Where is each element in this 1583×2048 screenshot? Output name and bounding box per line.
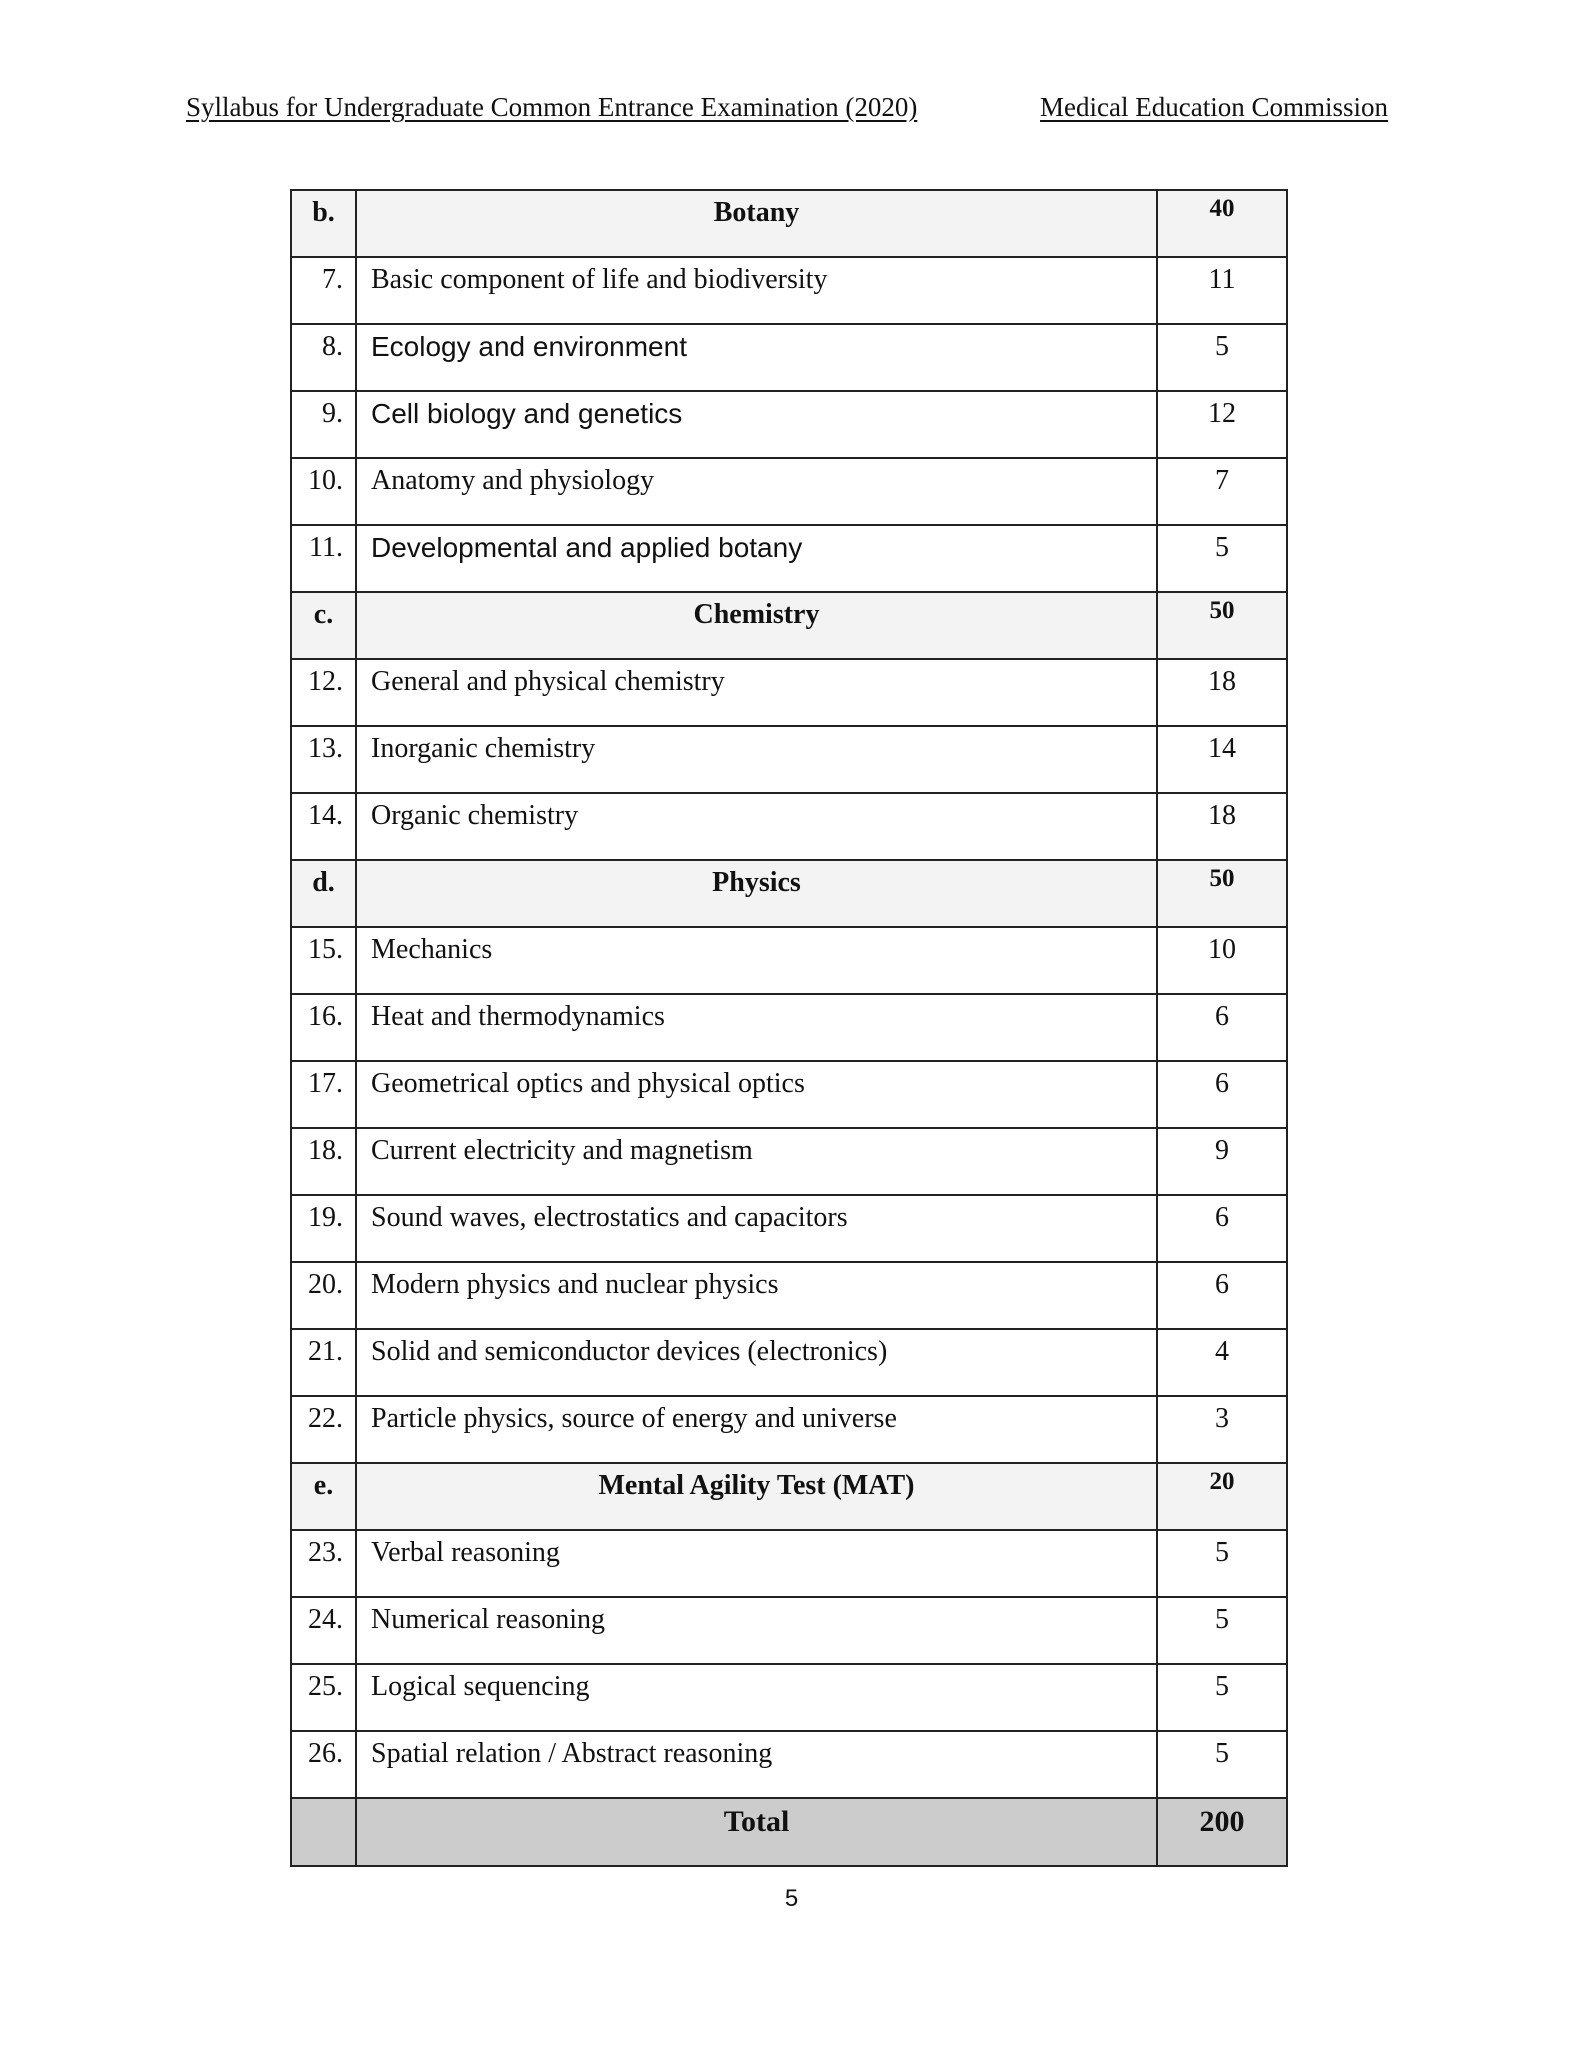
table-row — [291, 659, 1287, 726]
table-row — [291, 1597, 1287, 1664]
section-marks: 50 — [1157, 592, 1287, 659]
row-number: 26. — [291, 1731, 356, 1798]
row-topic: Verbal reasoning — [356, 1530, 1157, 1597]
page-header — [186, 92, 1388, 123]
total-empty-cell — [291, 1798, 356, 1866]
table-row — [291, 1530, 1287, 1597]
section-label: c. — [291, 592, 356, 659]
row-number: 15. — [291, 927, 356, 994]
row-topic: Cell biology and genetics — [356, 391, 1157, 458]
section-row-physics — [291, 860, 1287, 927]
row-marks: 10 — [1157, 927, 1287, 994]
table-row — [291, 994, 1287, 1061]
row-marks: 6 — [1157, 1262, 1287, 1329]
row-marks: 12 — [1157, 391, 1287, 458]
row-marks: 4 — [1157, 1329, 1287, 1396]
syllabus-marks-table — [290, 189, 1288, 1867]
total-label: Total — [356, 1798, 1157, 1866]
section-title: Chemistry — [356, 592, 1157, 659]
row-number: 22. — [291, 1396, 356, 1463]
section-row-botany — [291, 190, 1287, 257]
table-row — [291, 793, 1287, 860]
row-topic: Logical sequencing — [356, 1664, 1157, 1731]
row-topic: Developmental and applied botany — [356, 525, 1157, 592]
row-topic: Mechanics — [356, 927, 1157, 994]
section-label: e. — [291, 1463, 356, 1530]
row-marks: 5 — [1157, 324, 1287, 391]
row-number: 7. — [291, 257, 356, 324]
total-marks: 200 — [1157, 1798, 1287, 1866]
row-number: 13. — [291, 726, 356, 793]
row-marks: 7 — [1157, 458, 1287, 525]
table-row — [291, 1128, 1287, 1195]
page-number: 5 — [784, 1885, 799, 1912]
header-title: Syllabus for Undergraduate Common Entrance Examination (2020) — [186, 92, 918, 122]
row-marks: 5 — [1157, 1664, 1287, 1731]
row-number: 17. — [291, 1061, 356, 1128]
row-topic: General and physical chemistry — [356, 659, 1157, 726]
section-title: Physics — [356, 860, 1157, 927]
row-marks: 6 — [1157, 1061, 1287, 1128]
total-row — [291, 1798, 1287, 1866]
row-number: 16. — [291, 994, 356, 1061]
table-row — [291, 1664, 1287, 1731]
row-number: 23. — [291, 1530, 356, 1597]
row-number: 12. — [291, 659, 356, 726]
row-topic: Sound waves, electrostatics and capacitors — [356, 1195, 1157, 1262]
table-row — [291, 726, 1287, 793]
table-row — [291, 391, 1287, 458]
row-number: 11. — [291, 525, 356, 592]
row-number: 21. — [291, 1329, 356, 1396]
row-topic: Solid and semiconductor devices (electronics) — [356, 1329, 1157, 1396]
row-topic: Modern physics and nuclear physics — [356, 1262, 1157, 1329]
table-row — [291, 1262, 1287, 1329]
section-label: d. — [291, 860, 356, 927]
row-topic: Current electricity and magnetism — [356, 1128, 1157, 1195]
row-topic: Particle physics, source of energy and universe — [356, 1396, 1157, 1463]
table-row — [291, 927, 1287, 994]
row-number: 18. — [291, 1128, 356, 1195]
table-row — [291, 257, 1287, 324]
table-row — [291, 1329, 1287, 1396]
row-number: 9. — [291, 391, 356, 458]
section-row-mat — [291, 1463, 1287, 1530]
section-title: Botany — [356, 190, 1157, 257]
table-row — [291, 458, 1287, 525]
row-marks: 11 — [1157, 257, 1287, 324]
row-number: 24. — [291, 1597, 356, 1664]
row-marks: 5 — [1157, 1731, 1287, 1798]
table-row — [291, 525, 1287, 592]
row-marks: 6 — [1157, 1195, 1287, 1262]
row-topic: Heat and thermodynamics — [356, 994, 1157, 1061]
row-topic: Inorganic chemistry — [356, 726, 1157, 793]
table-row — [291, 1195, 1287, 1262]
row-marks: 5 — [1157, 1597, 1287, 1664]
row-number: 20. — [291, 1262, 356, 1329]
row-topic: Numerical reasoning — [356, 1597, 1157, 1664]
table-row — [291, 1731, 1287, 1798]
section-row-chemistry — [291, 592, 1287, 659]
row-number: 25. — [291, 1664, 356, 1731]
row-number: 14. — [291, 793, 356, 860]
section-marks: 20 — [1157, 1463, 1287, 1530]
row-topic: Basic component of life and biodiversity — [356, 257, 1157, 324]
row-topic: Spatial relation / Abstract reasoning — [356, 1731, 1157, 1798]
row-number: 10. — [291, 458, 356, 525]
row-topic: Geometrical optics and physical optics — [356, 1061, 1157, 1128]
row-marks: 5 — [1157, 1530, 1287, 1597]
row-marks: 18 — [1157, 793, 1287, 860]
table-row — [291, 1061, 1287, 1128]
row-marks: 5 — [1157, 525, 1287, 592]
header-organization: Medical Education Commission — [1040, 92, 1388, 122]
row-marks: 6 — [1157, 994, 1287, 1061]
table-row — [291, 1396, 1287, 1463]
row-topic: Organic chemistry — [356, 793, 1157, 860]
section-marks: 40 — [1157, 190, 1287, 257]
row-number: 8. — [291, 324, 356, 391]
row-marks: 9 — [1157, 1128, 1287, 1195]
section-title: Mental Agility Test (MAT) — [356, 1463, 1157, 1530]
row-topic: Ecology and environment — [356, 324, 1157, 391]
section-marks: 50 — [1157, 860, 1287, 927]
table-row — [291, 324, 1287, 391]
row-marks: 14 — [1157, 726, 1287, 793]
row-marks: 18 — [1157, 659, 1287, 726]
row-marks: 3 — [1157, 1396, 1287, 1463]
section-label: b. — [291, 190, 356, 257]
row-number: 19. — [291, 1195, 356, 1262]
row-topic: Anatomy and physiology — [356, 458, 1157, 525]
